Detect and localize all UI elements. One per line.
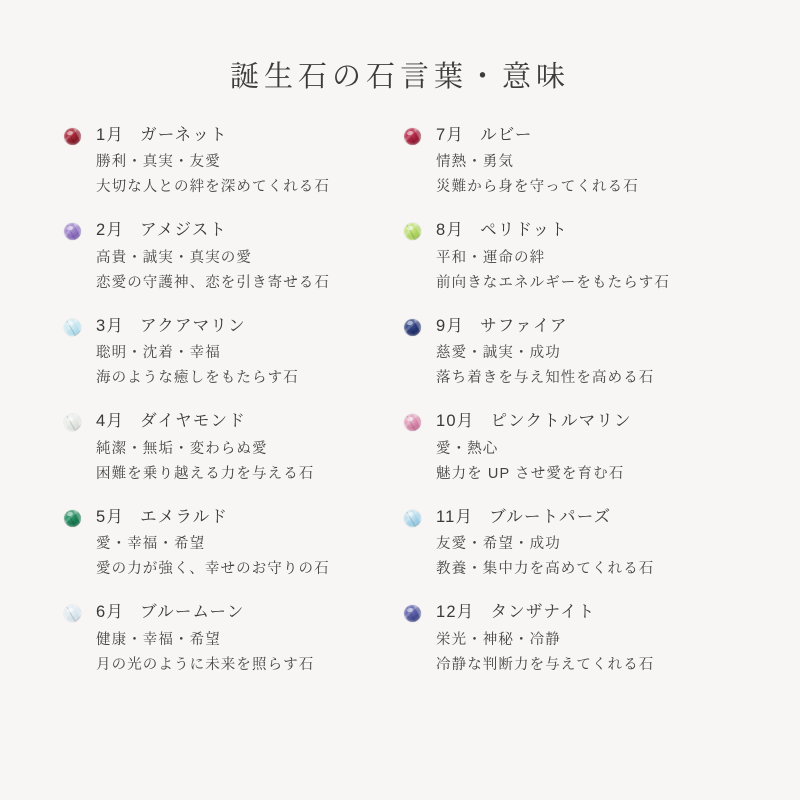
entry-phrase: 前向きなエネルギーをもたらす石 — [436, 274, 670, 291]
list-item — [402, 125, 742, 198]
gemstone-icon — [64, 510, 81, 527]
entry-month: 8月 — [436, 221, 465, 240]
entry-headline — [96, 602, 402, 623]
entry-phrase: 大切な人との絆を深めてくれる石 — [96, 179, 330, 196]
entry-phrase: 魅力を UP させ愛を育む石 — [436, 465, 625, 482]
entry-stone: ピンクトルマリン — [490, 412, 632, 431]
entry-headline — [436, 316, 742, 337]
entry-headline — [436, 125, 742, 146]
entry-phrase: 困難を乗り越える力を与える石 — [96, 465, 315, 482]
column-left — [62, 125, 402, 676]
entry-meaning: 純潔・無垢・変わらぬ愛 — [96, 440, 268, 457]
entry-month: 4月 — [96, 412, 125, 431]
page-title: 誕生石の石言葉・意味 — [229, 61, 570, 93]
entry-month: 6月 — [96, 603, 125, 622]
entry-phrase: 災難から身を守ってくれる石 — [436, 179, 639, 196]
entry-phrase: 落ち着きを与え知性を高める石 — [436, 370, 655, 387]
gemstone-icon — [64, 605, 81, 622]
entry-stone: エメラルド — [140, 507, 229, 526]
entry-headline — [436, 411, 742, 432]
list-item — [62, 507, 402, 580]
entry-month: 5月 — [96, 507, 125, 526]
entry-meaning: 健康・幸福・希望 — [96, 631, 221, 648]
entry-meaning: 情熱・勇気 — [436, 154, 514, 171]
list-item — [402, 316, 742, 389]
entry-stone: ブルートパーズ — [489, 507, 612, 526]
gemstone-icon — [404, 510, 421, 527]
list-item — [402, 411, 742, 484]
entry-stone: ブルームーン — [140, 603, 245, 622]
entry-headline — [96, 507, 402, 528]
entry-meaning: 愛・熱心 — [436, 440, 499, 457]
entry-meaning: 聡明・沈着・幸福 — [96, 345, 221, 362]
entry-month: 10月 — [436, 412, 475, 431]
entry-phrase: 月の光のように未来を照らす石 — [96, 656, 315, 673]
gemstone-icon — [64, 223, 81, 240]
entry-meaning: 勝利・真実・友愛 — [96, 154, 221, 171]
entry-stone: アクアマリン — [140, 316, 246, 335]
list-item — [62, 411, 402, 484]
entry-phrase: 教養・集中力を高めてくれる石 — [436, 561, 655, 578]
entry-meaning: 高貴・誠実・真実の愛 — [96, 249, 252, 266]
list-item — [62, 220, 402, 293]
entry-headline — [96, 220, 402, 241]
entry-stone: サファイア — [480, 316, 568, 335]
entry-month: 11月 — [436, 507, 474, 526]
list-item — [62, 602, 402, 675]
column-right — [402, 125, 742, 676]
entry-stone: ガーネット — [140, 126, 228, 144]
entry-meaning: 慈愛・誠実・成功 — [436, 345, 561, 362]
entry-phrase: 海のような癒しをもたらす石 — [96, 370, 299, 387]
entry-month: 1月 — [96, 126, 125, 144]
entry-month: 2月 — [96, 221, 125, 240]
entries-columns — [40, 125, 760, 676]
gemstone-icon — [404, 605, 421, 622]
entry-stone: ダイヤモンド — [140, 412, 246, 431]
entry-stone: ルビー — [480, 126, 533, 144]
entry-stone: ペリドット — [480, 221, 568, 240]
entry-stone: タンザナイト — [490, 603, 596, 622]
entry-meaning: 友愛・希望・成功 — [436, 536, 561, 553]
entry-phrase: 冷静な判断力を与えてくれる石 — [436, 656, 655, 673]
entry-headline — [96, 125, 402, 146]
entry-month: 12月 — [436, 603, 475, 622]
entry-month: 7月 — [436, 126, 465, 144]
entry-meaning: 愛・幸福・希望 — [96, 536, 206, 553]
list-item — [402, 602, 742, 675]
list-item — [402, 220, 742, 293]
list-item — [62, 316, 402, 389]
list-item — [62, 125, 402, 198]
gemstone-icon — [64, 128, 81, 145]
entry-stone: アメジスト — [140, 221, 228, 240]
gemstone-icon — [404, 319, 421, 336]
entry-phrase: 恋愛の守護神、恋を引き寄せる石 — [96, 274, 330, 291]
entry-meaning: 平和・運命の絆 — [436, 249, 546, 266]
entry-headline — [436, 602, 742, 623]
gemstone-icon — [404, 128, 421, 145]
entry-headline — [96, 316, 402, 337]
gemstone-icon — [64, 319, 81, 336]
entry-meaning: 栄光・神秘・冷静 — [436, 631, 561, 648]
gemstone-icon — [64, 414, 81, 431]
entry-headline — [436, 507, 742, 528]
list-item — [402, 507, 742, 580]
entry-phrase: 愛の力が強く、幸せのお守りの石 — [96, 561, 330, 578]
entry-month: 3月 — [96, 316, 125, 335]
entry-headline — [96, 411, 402, 432]
gemstone-icon — [404, 414, 421, 431]
gemstone-icon — [404, 223, 421, 240]
entry-month: 9月 — [436, 316, 465, 335]
entry-headline — [436, 220, 742, 241]
